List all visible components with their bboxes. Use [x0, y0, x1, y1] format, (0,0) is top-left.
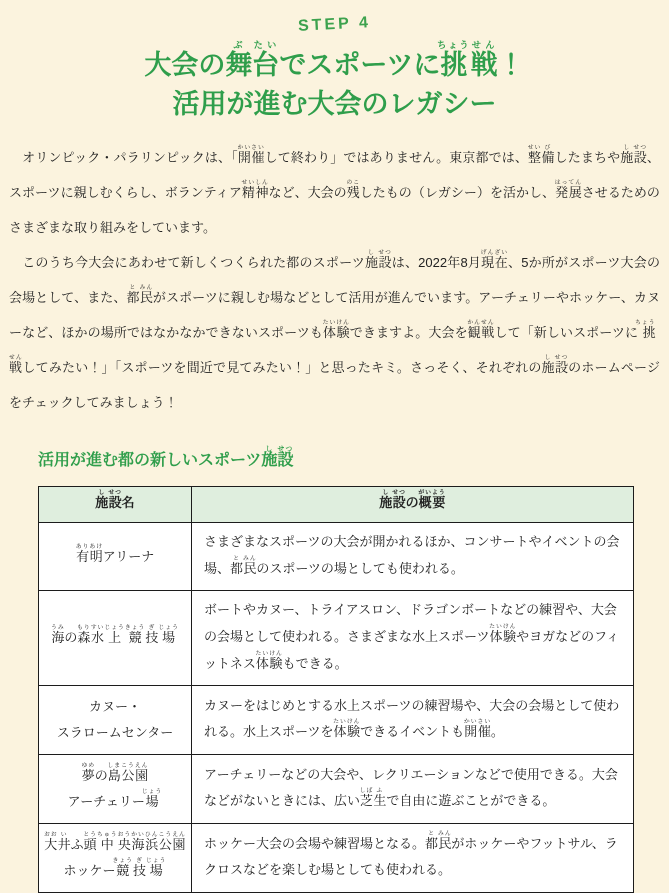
facility-name-cell [39, 591, 192, 686]
facility-name-line: カヌー・ [88, 699, 141, 715]
facility-name-line: アーチェリー場じょう [67, 789, 163, 810]
facility-name-line: ホッケー競きょう技ぎ場じょう [63, 858, 167, 879]
facility-overview-header: 施し設せつの概がい要よう [192, 487, 634, 523]
facility-name-header: 施し設せつ名 [39, 487, 192, 523]
facility-name-cell [39, 755, 192, 824]
step-badge: STEP 4 [297, 14, 372, 35]
table-row-yumenoshima-archery [39, 755, 634, 824]
facility-name-cell [39, 686, 192, 755]
table-row-canoe-slalom-centre [39, 686, 634, 755]
facility-name-line: 海うみの森もり水すい上じょう競きょう技ぎ場じょう [50, 625, 179, 646]
page-title-line2: 活用が進む大会のレガシー [172, 89, 497, 120]
table-row-ariake-arena [39, 523, 634, 591]
table-row-oi-hockey-stadium [39, 824, 634, 893]
facility-name-line: 夢ゆめの島しま公こう園えん [81, 763, 149, 784]
facility-name-line: スラロームセンター [56, 725, 174, 741]
table-header-row [39, 487, 634, 523]
facilities-table [38, 486, 634, 893]
facility-name-line: 有あり明あけアリーナ [75, 543, 155, 564]
facility-name-cell [39, 824, 192, 893]
facility-overview-cell: ホッケー大会の会場や練習場となる。都と民みんがホッケーやフットサル、ラクロスなどを楽しむ場としても使われる。 [192, 824, 634, 893]
section-heading: 活用が進む都の新しいスポーツ施し設せつ [38, 446, 294, 470]
page-title-line1: 大会の舞ぶ台たいでスポーツに挑ちょう戦せん！ [144, 40, 525, 80]
intro-paragraph-1: オリンピック・パラリンピックは、「開かい催さいして終わり」ではありません。東京都では、整せい備びしたまちや施し設せつ、スポーツに親しむくらし、ボランティア精せい神しんなど、大会の残のこしたもの（レガシー）を活かし、発はっ展てんさせるためのさまざまな取り組みをしています。 [9, 145, 660, 236]
facility-overview-cell: カヌーをはじめとする水上スポーツの練習場や、大会の会場として使われる。水上スポーツを体たい験けんできるイベントも開かい催さい。 [192, 686, 634, 755]
table-row-sea-forest-waterway [39, 591, 634, 686]
facility-overview-cell: ボートやカヌー、トライアスロン、ドラゴンボートなどの練習や、大会の会場として使われる。さまざまな水上スポーツ体たい験けんやヨガなどのフィットネス体たい験けんもできる。 [192, 591, 634, 686]
facility-name-cell [39, 523, 192, 591]
facility-name-line: 大おお井いふ頭とう中ちゅう央おう海かい浜ひん公こう園えん [43, 832, 186, 853]
intro-paragraph-2: このうち今大会にあわせて新しくつくられた都のスポーツ施し設せつは、2022年8月現げん在ざい、5か所がスポーツ大会の会場として、また、都と民みんがスポーツに親しむ場などとして活用が進んでいます。アーチェリーやホッケー、カヌーなど、ほかの場所ではなかなかできないスポーツも体たい験けんできますよ。大会を観かん戦せんして「新しいスポーツに挑ちょう戦せんしてみたい！」「スポーツを間近で見てみたい！」と思ったキミ。さっそく、それぞれの施し設せつのホームページをチェックしてみましょう！ [9, 250, 660, 411]
facility-overview-cell: さまざまなスポーツの大会が開かれるほか、コンサートやイベントの会場、都と民みんのスポーツの場としても使われる。 [192, 523, 634, 591]
page-title [0, 40, 669, 124]
facility-overview-cell: アーチェリーなどの大会や、レクリエーションなどで使用できる。大会などがないときには、広い芝しば生ふで自由に遊ぶことができる。 [192, 755, 634, 824]
